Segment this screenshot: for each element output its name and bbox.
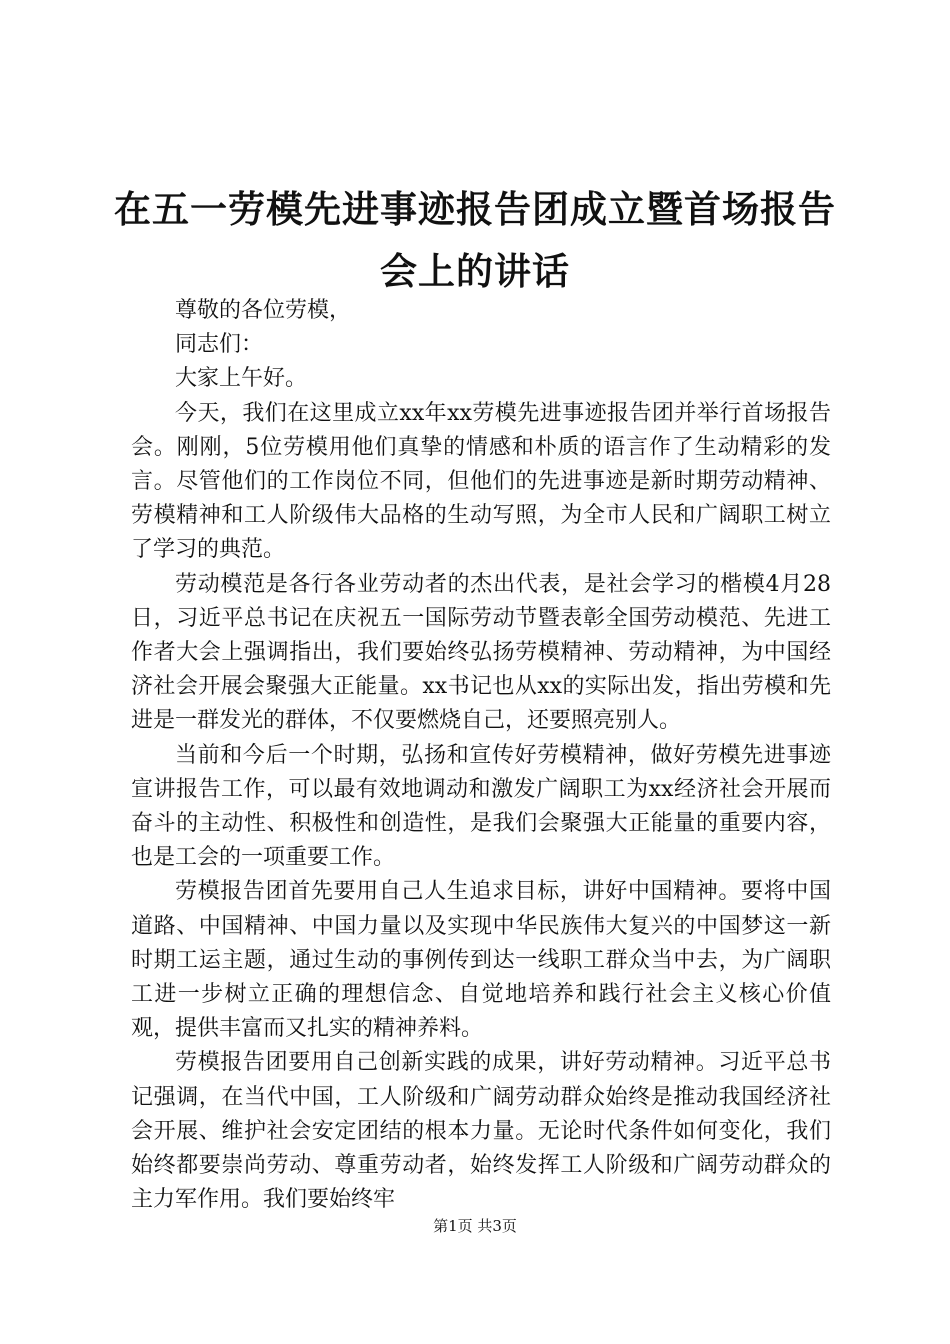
greeting-line: 大家上午好。 bbox=[175, 366, 308, 392]
document-body bbox=[131, 294, 831, 1217]
salutation-line: 尊敬的各位劳模， bbox=[175, 298, 352, 323]
body-paragraph: 当前和今后一个时期，弘扬和宣传好劳模精神，做好劳模先进事迹宣讲报告工作，可以最有效地调动和激发广阔职工为xx经济社会开展而奋斗的主动性、积极性和创造性，是我们会聚强大正能量的重要内容，也是工会的一项重要工作。 bbox=[131, 742, 831, 871]
document-title: 在五一劳模先进事迹报告团成立暨首场报告会上的讲话 bbox=[114, 187, 836, 293]
page-number-footer: 第1页 共3页 bbox=[433, 1217, 517, 1235]
body-paragraph: 劳动模范是各行各业劳动者的杰出代表，是社会学习的楷模4月28日，习近平总书记在庆祝五一国际劳动节暨表彰全国劳动模范、先进工作者大会上强调指出，我们要始终弘扬劳模精神、劳动精神，为中国经济社会开展会聚强大正能量。xx书记也从xx的实际出发，指出劳模和先进是一群发光的群体，不仅要燃烧自己，还要照亮别人。 bbox=[131, 571, 831, 734]
body-paragraph: 今天，我们在这里成立xx年xx劳模先进事迹报告团并举行首场报告会。刚刚，5位劳模用他们真挚的情感和朴质的语言作了生动精彩的发言。尽管他们的工作岗位不同，但他们的先进事迹是新时期劳动精神、劳模精神和工人阶级伟大品格的生动写照，为全市人民和广阔职工树立了学习的典范。 bbox=[131, 400, 831, 563]
salutation-line: 同志们： bbox=[175, 332, 264, 358]
body-paragraph: 劳模报告团首先要用自己人生追求目标，讲好中国精神。要将中国道路、中国精神、中国力量以及实现中华民族伟大复兴的中国梦这一新时期工运主题，通过生动的事例传到达一线职工群众当中去，为广阔职工进一步树立正确的理想信念、自觉地培养和践行社会主义核心价值观，提供丰富而又扎实的精神养料。 bbox=[131, 879, 831, 1042]
body-paragraph: 劳模报告团要用自己创新实践的成果，讲好劳动精神。习近平总书记强调，在当代中国，工人阶级和广阔劳动群众始终是推动我国经济社会开展、维护社会安定团结的根本力量。无论时代条件如何变化，我们始终都要崇尚劳动、尊重劳动者，始终发挥工人阶级和广阔劳动群众的主力军作用。我们要始终牢 bbox=[131, 1050, 831, 1213]
